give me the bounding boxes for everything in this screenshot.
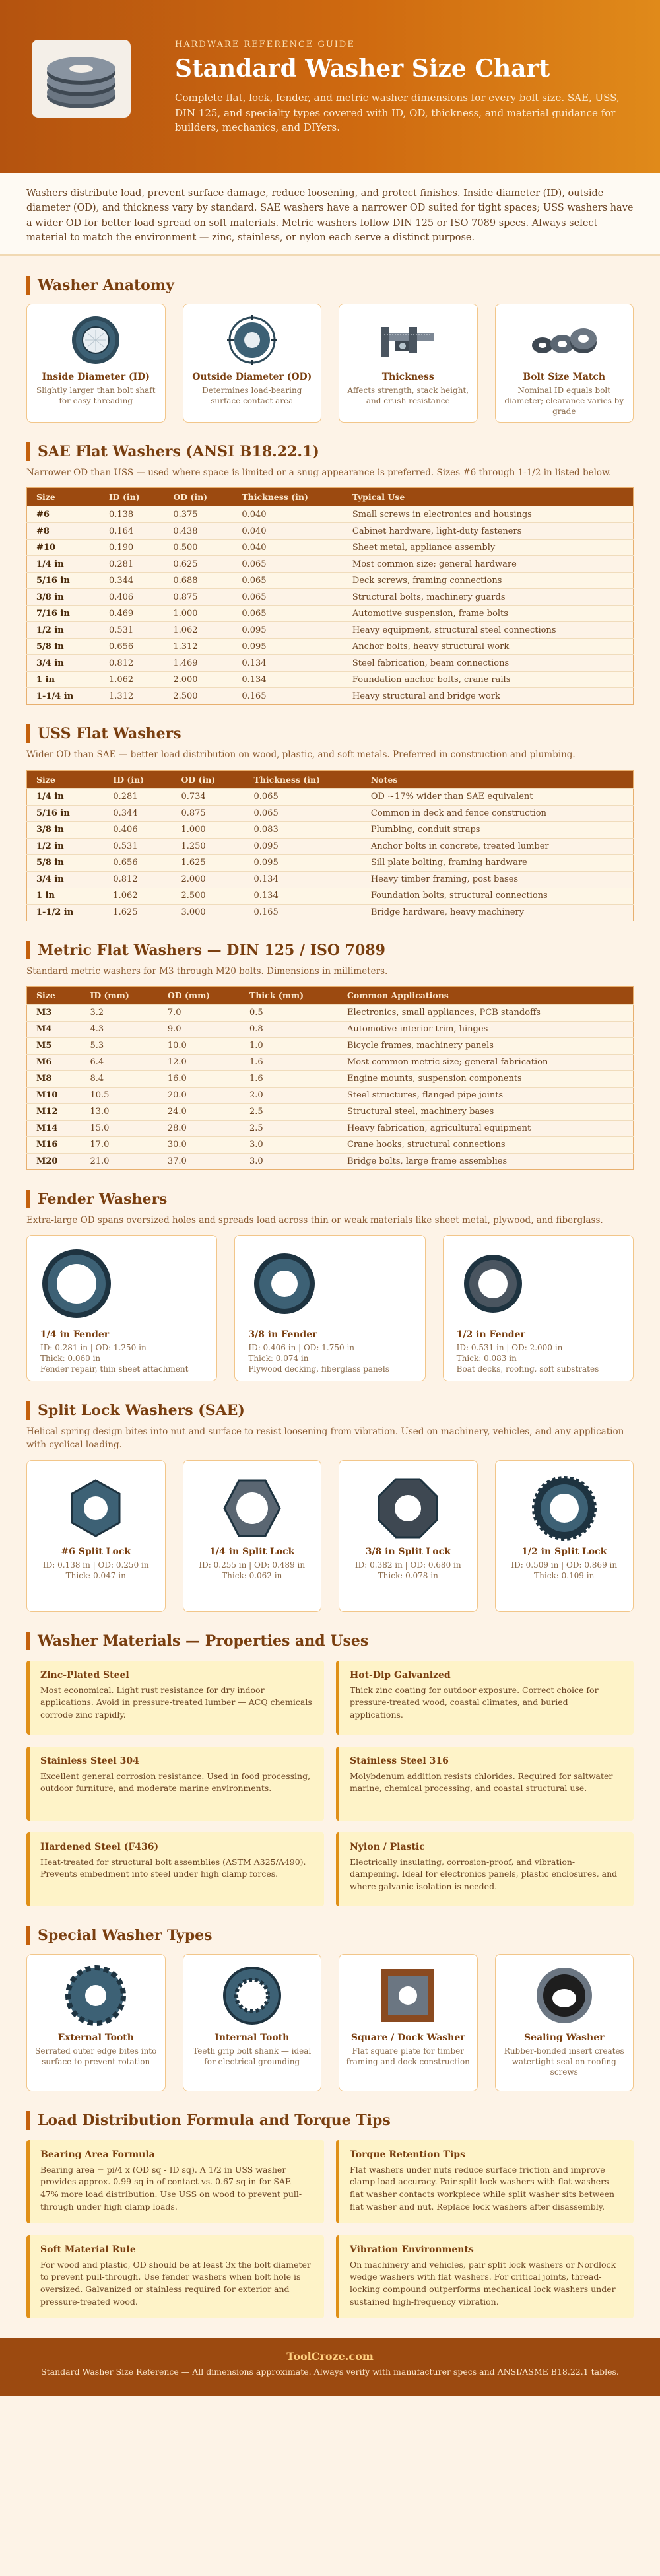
table-cell: Structural steel, machinery bases [338, 1103, 634, 1120]
materials-section [0, 1632, 660, 1906]
table-cell: 0.875 [164, 589, 232, 606]
table-row [27, 573, 634, 589]
table-cell: 0.531 [100, 622, 164, 639]
table-cell: 10.5 [81, 1087, 158, 1103]
table-cell: #6 [27, 506, 100, 523]
table-cell: M14 [27, 1120, 81, 1136]
table-cell: 1 in [27, 888, 104, 904]
table-cell: 0.190 [100, 540, 164, 556]
fender-card: 3/8 in Fender ID: 0.406 in | OD: 1.750 in Thick: 0.074 in Plywood decking, fiberglass panels [234, 1235, 425, 1381]
table-cell: 0.165 [245, 904, 362, 921]
load-card [26, 2140, 324, 2223]
table-row [27, 639, 634, 655]
table-cell: Most common metric size; general fabrication [338, 1054, 634, 1070]
table-cell: 0.065 [245, 788, 362, 805]
column-header: Thickness (in) [245, 770, 362, 788]
table-row [27, 1153, 634, 1169]
table-cell: 1.312 [164, 639, 232, 655]
table-cell: 6.4 [81, 1054, 158, 1070]
table-row [27, 871, 634, 888]
table-cell: 1.625 [104, 904, 172, 921]
table-row [27, 1136, 634, 1153]
sealing-washer-icon [533, 1964, 596, 2027]
table-cell: 1 in [27, 672, 100, 688]
table-cell: Small screws in electronics and housings [343, 506, 634, 523]
table-row [27, 672, 634, 688]
split-title: Split Lock Washers (SAE) [26, 1401, 634, 1420]
load-title: Load Distribution Formula and Torque Tips [26, 2111, 634, 2130]
table-cell: 0.344 [104, 805, 172, 821]
column-header: Size [27, 986, 81, 1004]
table-cell: 1.469 [164, 655, 232, 672]
column-header: OD (mm) [158, 986, 240, 1004]
special-title: Special Washer Types [26, 1926, 634, 1945]
table-cell: 2.0 [240, 1087, 338, 1103]
column-header: ID (mm) [81, 986, 158, 1004]
materials-card-title: Hardened Steel (F436) [40, 1841, 159, 1852]
table-cell: 0.134 [232, 655, 343, 672]
load-card [336, 2235, 634, 2318]
table-cell: 7.0 [158, 1004, 240, 1021]
column-header: Size [27, 488, 100, 506]
table-cell: 0.375 [164, 506, 232, 523]
anatomy-card-thickness: Thickness Affects strength, stack height, and crush resistance [339, 304, 478, 423]
table-cell: M20 [27, 1153, 81, 1169]
table-cell: 0.095 [232, 639, 343, 655]
header-tag: HARDWARE REFERENCE GUIDE [175, 40, 355, 50]
table-cell: 2.500 [172, 888, 244, 904]
table-cell: Foundation bolts, structural connections [362, 888, 634, 904]
special-card: External Tooth Serrated outer edge bites into surface to prevent rotation [26, 1954, 166, 2091]
split-desc: Helical spring design bites into nut and surface to resist loosening from vibration. Used on machinery, vehicles, and any application with cyclical loading. [26, 1426, 624, 1451]
column-header: Common Applications [338, 986, 634, 1004]
table-cell: 1.250 [172, 838, 244, 854]
table-cell: 12.0 [158, 1054, 240, 1070]
table-cell: 3.0 [240, 1136, 338, 1153]
table-cell: 0.164 [100, 523, 164, 540]
table-cell: 3.0 [240, 1153, 338, 1169]
metric-table [26, 986, 634, 1170]
hex-nut-icon [375, 1475, 441, 1541]
table-cell: 0.134 [245, 888, 362, 904]
materials-card-text: Heat-treated for structural bolt assemblies (ASTM A325/A490). Prevents embedment into steel under high clamp forces. [40, 1856, 306, 1879]
table-cell: 0.095 [245, 854, 362, 871]
table-cell: 5/8 in [27, 854, 104, 871]
table-cell: M12 [27, 1103, 81, 1120]
table-row [27, 1120, 634, 1136]
table-cell: 3/4 in [27, 655, 100, 672]
table-cell: Bridge hardware, heavy machinery [362, 904, 634, 921]
table-cell: 0.281 [100, 556, 164, 573]
square-washer-icon [376, 1964, 440, 2027]
load-card [336, 2140, 634, 2223]
table-cell: 1.312 [100, 688, 164, 705]
washer-stack-icon [528, 314, 601, 366]
metric-title: Metric Flat Washers — DIN 125 / ISO 7089 [26, 941, 634, 959]
materials-card [336, 1661, 634, 1735]
table-cell: 9.0 [158, 1021, 240, 1037]
metric-section [0, 941, 660, 1170]
washer-stack-icon [32, 40, 131, 118]
table-cell: 0.065 [232, 556, 343, 573]
sae-section [0, 442, 660, 705]
sae-title: SAE Flat Washers (ANSI B18.22.1) [26, 442, 634, 461]
table-cell: 10.0 [158, 1037, 240, 1054]
table-cell: Electronics, small appliances, PCB standoffs [338, 1004, 634, 1021]
table-header-row [27, 770, 634, 788]
table-cell: 5/16 in [27, 573, 100, 589]
load-card-text: For wood and plastic, OD should be at least 3x the bolt diameter to prevent pull-through. Use fender washers when bolt hole is oversized. Galvanized or stainless required for exterior and pressure-treated wood. [40, 2259, 311, 2307]
table-row [27, 854, 634, 871]
table-cell: Steel fabrication, beam connections [343, 655, 634, 672]
table-cell: M3 [27, 1004, 81, 1021]
table-cell: 5.3 [81, 1037, 158, 1054]
anatomy-card-id: Inside Diameter (ID) Slightly larger than bolt shaft for easy threading [26, 304, 166, 423]
materials-title: Washer Materials — Properties and Uses [26, 1632, 634, 1650]
hex-nut-icon [63, 1475, 129, 1541]
materials-card-text: Electrically insulating, corrosion-proof, and vibration-dampening. Ideal for electronics panels, plastic enclosures, and where galvanic isolation is needed. [350, 1856, 618, 1891]
column-header: ID (in) [104, 770, 172, 788]
special-card: Internal Tooth Teeth grip bolt shank — ideal for electrical grounding [183, 1954, 322, 2091]
split-card: 1/2 in Split Lock ID: 0.509 in | OD: 0.869 in Thick: 0.109 in [495, 1460, 634, 1612]
table-row [27, 821, 634, 838]
table-cell: Sill plate bolting, framing hardware [362, 854, 634, 871]
fender-washer-icon [40, 1247, 113, 1320]
fender-title: Fender Washers [26, 1190, 634, 1208]
special-card: Sealing Washer Rubber-bonded insert creates watertight seal on roofing screws [495, 1954, 634, 2091]
materials-card [26, 1832, 324, 1906]
table-cell: Steel structures, flanged pipe joints [338, 1087, 634, 1103]
table-cell: 0.040 [232, 523, 343, 540]
table-cell: Crane hooks, structural connections [338, 1136, 634, 1153]
table-cell: 0.656 [104, 854, 172, 871]
table-cell: 21.0 [81, 1153, 158, 1169]
table-cell: Structural bolts, machinery guards [343, 589, 634, 606]
column-header: Thick (mm) [240, 986, 338, 1004]
table-cell: 0.065 [245, 805, 362, 821]
table-cell: 1/4 in [27, 788, 104, 805]
table-cell: 8.4 [81, 1070, 158, 1087]
table-row [27, 540, 634, 556]
table-row [27, 655, 634, 672]
table-cell: Anchor bolts, heavy structural work [343, 639, 634, 655]
table-cell: Automotive interior trim, hinges [338, 1021, 634, 1037]
table-cell: 13.0 [81, 1103, 158, 1120]
table-cell: 0.040 [232, 540, 343, 556]
table-row [27, 788, 634, 805]
fender-washer-icon [248, 1247, 321, 1320]
table-cell: 1.000 [172, 821, 244, 838]
table-cell: Heavy structural and bridge work [343, 688, 634, 705]
anatomy-title: Washer Anatomy [26, 276, 634, 295]
footer-brand: ToolCroze.com [286, 2350, 374, 2363]
table-cell: Cabinet hardware, light-duty fasteners [343, 523, 634, 540]
table-row [27, 805, 634, 821]
table-row [27, 622, 634, 639]
toothed-washer-icon [531, 1475, 597, 1541]
fender-card: 1/2 in Fender ID: 0.531 in | OD: 2.000 in Thick: 0.083 in Boat decks, roofing, soft substrates [443, 1235, 634, 1381]
table-cell: 1.062 [164, 622, 232, 639]
table-cell: 1/2 in [27, 838, 104, 854]
table-cell: 0.065 [232, 589, 343, 606]
special-card: Square / Dock Washer Flat square plate for timber framing and dock construction [339, 1954, 478, 2091]
table-cell: 0.083 [245, 821, 362, 838]
table-cell: Heavy fabrication, agricultural equipment [338, 1120, 634, 1136]
table-cell: Most common size; general hardware [343, 556, 634, 573]
materials-card-text: Excellent general corrosion resistance. Used in food processing, outdoor furniture, and moderate marine environments. [40, 1770, 311, 1793]
column-header: Thickness (in) [232, 488, 343, 506]
table-cell: M16 [27, 1136, 81, 1153]
special-section [0, 1926, 660, 2091]
table-cell: 1.6 [240, 1054, 338, 1070]
table-cell: 0.875 [172, 805, 244, 821]
column-header: Typical Use [343, 488, 634, 506]
table-cell: Deck screws, framing connections [343, 573, 634, 589]
table-cell: 4.3 [81, 1021, 158, 1037]
load-card-text: On machinery and vehicles, pair split lock washers or Nordlock wedge washers with flat washers. For critical joints, thread-locking compound outperforms mechanical lock washers under sustained high-frequency vibration. [350, 2259, 616, 2307]
load-section [0, 2111, 660, 2318]
table-cell: M10 [27, 1087, 81, 1103]
table-cell: 0.812 [104, 871, 172, 888]
materials-card-title: Nylon / Plastic [350, 1841, 425, 1852]
table-header-row [27, 488, 634, 506]
fender-washer-icon [457, 1247, 529, 1320]
table-row [27, 1103, 634, 1120]
table-cell: 1.0 [240, 1037, 338, 1054]
table-cell: 0.134 [232, 672, 343, 688]
table-cell: 0.040 [232, 506, 343, 523]
table-cell: 7/16 in [27, 606, 100, 622]
table-cell: 3/4 in [27, 871, 104, 888]
fender-desc: Extra-large OD spans oversized holes and spreads load across thin or weak materials like sheet metal, plywood, and fiberglass. [26, 1214, 603, 1226]
table-cell: 1/2 in [27, 622, 100, 639]
table-cell: 0.165 [232, 688, 343, 705]
column-header: Size [27, 770, 104, 788]
internal-tooth-icon [220, 1964, 284, 2027]
table-row [27, 838, 634, 854]
table-row [27, 688, 634, 705]
table-cell: Anchor bolts in concrete, treated lumber [362, 838, 634, 854]
table-cell: Automotive suspension, frame bolts [343, 606, 634, 622]
table-cell: 1.062 [100, 672, 164, 688]
table-cell: 30.0 [158, 1136, 240, 1153]
uss-section [0, 724, 660, 921]
table-cell: 0.5 [240, 1004, 338, 1021]
table-cell: M4 [27, 1021, 81, 1037]
table-cell: 0.438 [164, 523, 232, 540]
page-header [0, 0, 660, 173]
table-cell: 0.500 [164, 540, 232, 556]
caliper-icon [375, 314, 441, 366]
table-cell: 2.5 [240, 1103, 338, 1120]
load-card-title: Vibration Environments [350, 2244, 474, 2255]
materials-card [26, 1661, 324, 1735]
table-cell: 0.134 [245, 871, 362, 888]
load-card [26, 2235, 324, 2318]
materials-card-title: Stainless Steel 316 [350, 1755, 449, 1766]
table-row [27, 556, 634, 573]
load-card-title: Torque Retention Tips [350, 2149, 465, 2160]
materials-card-text: Molybdenum addition resists chlorides. Required for saltwater marine, chemical processing, and coastal structural use. [350, 1770, 613, 1793]
materials-card-text: Most economical. Light rust resistance for dry indoor applications. Avoid in pressure-treated lumber — ACQ chemicals corrode zinc rapidly. [40, 1685, 312, 1720]
table-cell: 0.8 [240, 1021, 338, 1037]
table-row [27, 1087, 634, 1103]
load-card-title: Bearing Area Formula [40, 2149, 155, 2160]
table-cell: 0.095 [232, 622, 343, 639]
table-cell: Bicycle frames, machinery panels [338, 1037, 634, 1054]
table-cell: 1.625 [172, 854, 244, 871]
fender-section [0, 1190, 660, 1381]
table-row [27, 506, 634, 523]
table-row [27, 888, 634, 904]
table-cell: 0.531 [104, 838, 172, 854]
table-cell: 17.0 [81, 1136, 158, 1153]
sae-table [26, 487, 634, 705]
table-cell: 1.062 [104, 888, 172, 904]
table-cell: 0.625 [164, 556, 232, 573]
fender-card: 1/4 in Fender ID: 0.281 in | OD: 1.250 in Thick: 0.060 in Fender repair, thin sheet attachment [26, 1235, 217, 1381]
table-cell: Sheet metal, appliance assembly [343, 540, 634, 556]
table-cell: Engine mounts, suspension components [338, 1070, 634, 1087]
table-cell: 0.065 [232, 573, 343, 589]
footer-text: Standard Washer Size Reference — All dimensions approximate. Always verify with manufacturer specs and ANSI/ASME B18.22.1 tables. [41, 2366, 619, 2377]
materials-card-title: Zinc-Plated Steel [40, 1669, 129, 1681]
table-cell: Foundation anchor bolts, crane rails [343, 672, 634, 688]
sae-desc: Narrower OD than USS — used where space is limited or a snug appearance is preferred. Sizes #6 through 1-1/2 in listed below. [26, 468, 612, 478]
table-cell: 15.0 [81, 1120, 158, 1136]
load-card-text: Flat washers under nuts reduce surface friction and improve clamp load accuracy. Pair split lock washers with flat washers — flat washer contacts workpiece while split washer sits between flat washer and nut. Replace lock washers after disassembly. [350, 2164, 620, 2211]
split-card: 3/8 in Split Lock ID: 0.382 in | OD: 0.680 in Thick: 0.078 in [339, 1460, 478, 1612]
table-cell: 24.0 [158, 1103, 240, 1120]
table-cell: 0.688 [164, 573, 232, 589]
table-cell: #8 [27, 523, 100, 540]
materials-card [336, 1832, 634, 1906]
load-card-text: Bearing area = pi/4 x (OD sq - ID sq). A 1/2 in USS washer provides approx. 0.99 sq in of contact vs. 0.67 sq in for SAE — 47% more load distribution. Use USS on wood to prevent pull-through under high clamp loads. [40, 2164, 302, 2211]
materials-card-text: Thick zinc coating for outdoor exposure. Correct choice for pressure-treated wood, coastal climates, and buried applications. [350, 1685, 599, 1720]
materials-card-title: Hot-Dip Galvanized [350, 1669, 451, 1681]
table-cell: Heavy equipment, structural steel connections [343, 622, 634, 639]
table-cell: 2.500 [164, 688, 232, 705]
table-cell: 1.6 [240, 1070, 338, 1087]
table-cell: 0.138 [100, 506, 164, 523]
table-cell: 0.095 [245, 838, 362, 854]
table-row [27, 606, 634, 622]
table-cell: 3.000 [172, 904, 244, 921]
table-cell: 0.656 [100, 639, 164, 655]
table-cell: 1-1/4 in [27, 688, 100, 705]
materials-card-title: Stainless Steel 304 [40, 1755, 139, 1766]
anatomy-section [0, 276, 660, 423]
outside-diameter-icon [226, 314, 279, 366]
table-cell: M5 [27, 1037, 81, 1054]
table-cell: 16.0 [158, 1070, 240, 1087]
materials-card [26, 1747, 324, 1821]
table-cell: 0.344 [100, 573, 164, 589]
table-cell: M6 [27, 1054, 81, 1070]
table-row [27, 1021, 634, 1037]
table-cell: #10 [27, 540, 100, 556]
table-cell: 3/8 in [27, 589, 100, 606]
table-cell: 0.281 [104, 788, 172, 805]
load-card-title: Soft Material Rule [40, 2244, 136, 2255]
table-cell: 2.5 [240, 1120, 338, 1136]
table-cell: Bridge bolts, large frame assemblies [338, 1153, 634, 1169]
table-cell: 5/16 in [27, 805, 104, 821]
table-row [27, 1037, 634, 1054]
table-cell: 0.406 [104, 821, 172, 838]
table-row [27, 589, 634, 606]
page-subtitle: Complete flat, lock, fender, and metric washer dimensions for every bolt size. SAE, USS, DIN 125, and specialty types covered with ID, OD, thickness, and material guidance for builders, mechanics, and DIYers. [175, 92, 620, 133]
split-card: #6 Split Lock ID: 0.138 in | OD: 0.250 in Thick: 0.047 in [26, 1460, 166, 1612]
inside-diameter-icon [69, 314, 122, 366]
table-row [27, 1054, 634, 1070]
table-cell: 0.469 [100, 606, 164, 622]
table-cell: OD ~17% wider than SAE equivalent [362, 788, 634, 805]
table-row [27, 1004, 634, 1021]
table-cell: 0.734 [172, 788, 244, 805]
table-row [27, 904, 634, 921]
table-row [27, 523, 634, 540]
materials-card [336, 1747, 634, 1821]
table-cell: 0.406 [100, 589, 164, 606]
table-cell: M8 [27, 1070, 81, 1087]
intro-paragraph: Washers distribute load, prevent surface damage, reduce loosening, and protect finishes. Inside diameter (ID), outside diameter (OD), and thickness vary by standard. SAE washers have a narrower OD suited for tight spaces; USS washers have a wider OD for better load spread on soft materials. Metric washers follow DIN 125 or ISO 7089 specs. Always select material to match the environment — zinc, stainless, or nylon each serve a distinct purpose. [0, 173, 660, 256]
table-cell: 5/8 in [27, 639, 100, 655]
uss-desc: Wider OD than SAE — better load distribution on wood, plastic, and soft metals. Preferred in construction and plumbing. [26, 749, 576, 761]
table-header-row [27, 986, 634, 1004]
page-footer [0, 2338, 660, 2396]
split-section [0, 1401, 660, 1612]
column-header: ID (in) [100, 488, 164, 506]
table-cell: 3.2 [81, 1004, 158, 1021]
table-row [27, 1070, 634, 1087]
hex-nut-icon [219, 1475, 285, 1541]
table-cell: Heavy timber framing, post bases [362, 871, 634, 888]
uss-table [26, 770, 634, 921]
table-cell: 1/4 in [27, 556, 100, 573]
column-header: OD (in) [172, 770, 244, 788]
metric-desc: Standard metric washers for M3 through M20 bolts. Dimensions in millimeters. [26, 965, 388, 977]
anatomy-card-bolt: Bolt Size Match Nominal ID equals bolt diameter; clearance varies by grade [495, 304, 634, 423]
table-cell: 1.000 [164, 606, 232, 622]
table-cell: 0.812 [100, 655, 164, 672]
table-cell: 37.0 [158, 1153, 240, 1169]
table-cell: 3/8 in [27, 821, 104, 838]
table-cell: 2.000 [164, 672, 232, 688]
column-header: OD (in) [164, 488, 232, 506]
external-tooth-icon [64, 1964, 127, 2027]
table-cell: Plumbing, conduit straps [362, 821, 634, 838]
anatomy-card-od: Outside Diameter (OD) Determines load-bearing surface contact area [183, 304, 322, 423]
table-cell: 1-1/2 in [27, 904, 104, 921]
page-title: Standard Washer Size Chart [175, 55, 550, 83]
table-cell: 20.0 [158, 1087, 240, 1103]
table-cell: 0.065 [232, 606, 343, 622]
split-card: 1/4 in Split Lock ID: 0.255 in | OD: 0.489 in Thick: 0.062 in [183, 1460, 322, 1612]
uss-title: USS Flat Washers [26, 724, 634, 743]
table-cell: Common in deck and fence construction [362, 805, 634, 821]
table-cell: 2.000 [172, 871, 244, 888]
column-header: Notes [362, 770, 634, 788]
table-cell: 28.0 [158, 1120, 240, 1136]
